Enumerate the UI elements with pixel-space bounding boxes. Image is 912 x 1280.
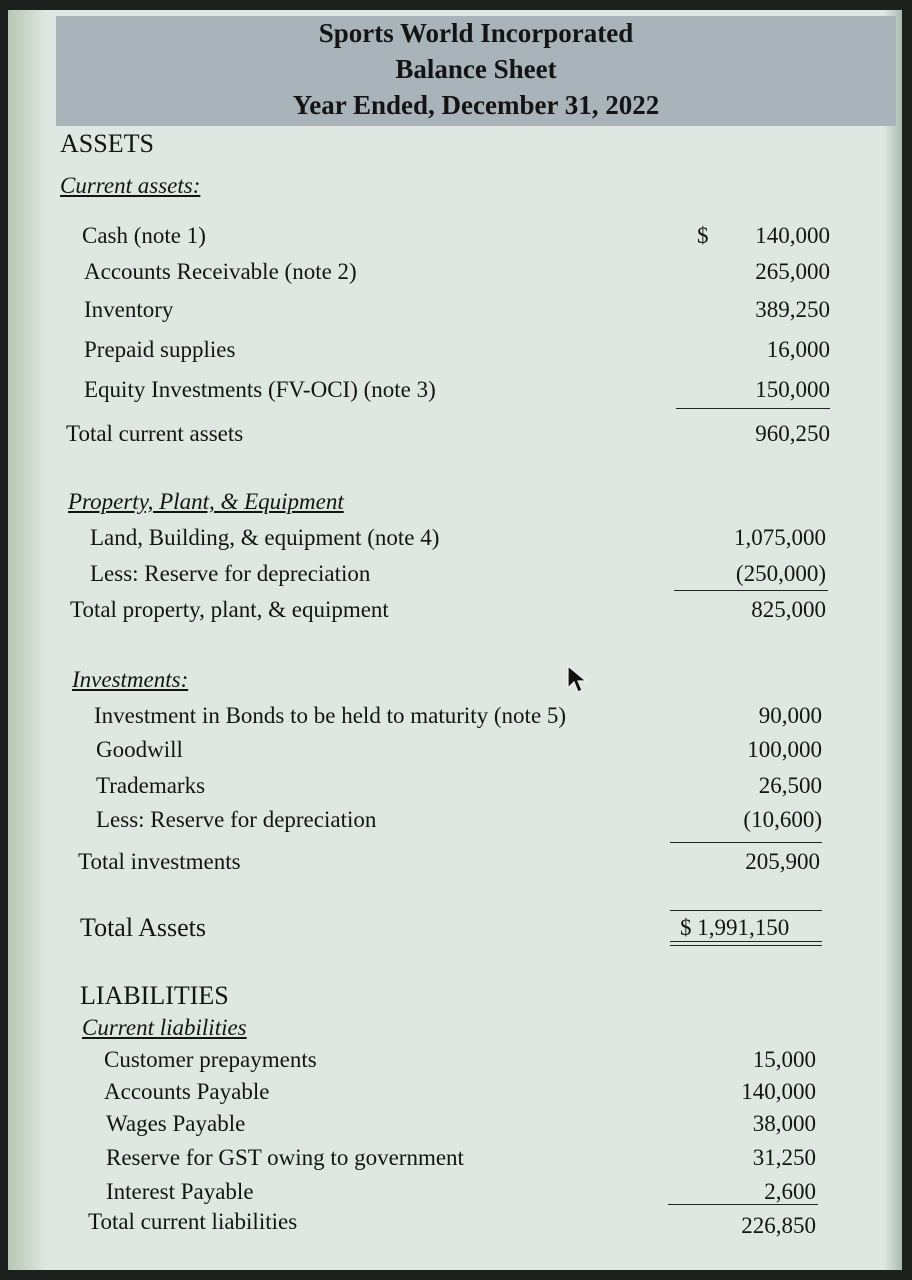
line-item-amount: 90,000 — [758, 703, 822, 728]
current-assets-heading: Current assets: — [60, 173, 201, 198]
total-assets-amount: $ 1,991,150 — [680, 915, 790, 940]
total-current-assets-amount: 960,250 — [755, 421, 830, 446]
page-shadow-right — [884, 10, 902, 1270]
current-liabilities-heading: Current liabilities — [82, 1015, 247, 1040]
assets-heading: ASSETS — [60, 129, 154, 158]
line-item-label: Investment in Bonds to be held to maturity (note 5) — [94, 703, 567, 728]
currency-symbol: $ — [697, 223, 709, 248]
total-ppe-label: Total property, plant, & equipment — [70, 597, 389, 622]
subtotal-rule — [670, 842, 822, 843]
total-assets-label: Total Assets — [80, 913, 207, 942]
total-double-rule — [670, 941, 822, 946]
subtotal-rule — [674, 590, 828, 591]
total-top-rule — [670, 910, 822, 911]
line-item-amount: 389,250 — [755, 297, 830, 322]
total-investments-label: Total investments — [78, 849, 241, 874]
line-item-amount: 1,075,000 — [734, 525, 826, 550]
total-current-assets-label: Total current assets — [66, 421, 244, 446]
line-item-amount: 31,250 — [752, 1145, 816, 1170]
line-item-label: Reserve for GST owing to government — [106, 1145, 464, 1170]
line-item-label: Cash (note 1) — [82, 223, 206, 248]
line-item-amount: 26,500 — [758, 773, 822, 798]
subtotal-rule — [676, 408, 830, 409]
line-item-amount: 265,000 — [755, 259, 830, 284]
line-item-amount: (10,600) — [743, 807, 822, 832]
line-item-amount: 38,000 — [752, 1111, 816, 1136]
liabilities-heading: LIABILITIES — [80, 981, 229, 1010]
line-item-label: Prepaid supplies — [84, 337, 236, 362]
line-item-label: Accounts Payable — [104, 1079, 270, 1104]
line-item-label: Less: Reserve for depreciation — [96, 807, 377, 832]
total-investments-amount: 205,900 — [745, 849, 820, 874]
total-ppe-amount: 825,000 — [751, 597, 826, 622]
line-item-amount: 140,000 — [755, 223, 830, 248]
ppe-heading: Property, Plant, & Equipment — [68, 489, 344, 514]
line-item-label: Goodwill — [96, 737, 183, 762]
line-item-label: Less: Reserve for depreciation — [90, 561, 371, 586]
line-item-label: Customer prepayments — [104, 1047, 317, 1072]
line-item-amount: 150,000 — [755, 377, 830, 402]
line-item-amount: 140,000 — [741, 1079, 816, 1104]
line-item-label: Inventory — [84, 297, 174, 322]
line-item-label: Equity Investments (FV-OCI) (note 3) — [84, 377, 436, 402]
company-name: Sports World Incorporated — [318, 18, 634, 48]
page-shadow-left — [8, 10, 48, 1270]
investments-heading: Investments: — [72, 667, 189, 692]
line-item-label: Wages Payable — [106, 1111, 246, 1136]
line-item-amount: 16,000 — [766, 337, 830, 362]
line-item-label: Accounts Receivable (note 2) — [84, 259, 357, 284]
total-current-liabilities-amount: 226,850 — [741, 1213, 816, 1238]
line-item-label: Trademarks — [96, 773, 206, 798]
line-item-label: Interest Payable — [106, 1179, 254, 1204]
total-current-liabilities-label: Total current liabilities — [88, 1209, 298, 1234]
statement-period: Year Ended, December 31, 2022 — [292, 90, 660, 120]
line-item-amount: 100,000 — [747, 737, 822, 762]
line-item-amount: 15,000 — [752, 1047, 816, 1072]
statement-title: Balance Sheet — [395, 54, 557, 84]
line-item-amount: (250,000) — [735, 561, 826, 586]
mouse-pointer-icon — [566, 664, 590, 696]
subtotal-rule — [668, 1204, 818, 1205]
line-item-amount: 2,600 — [764, 1179, 816, 1204]
line-item-label: Land, Building, & equipment (note 4) — [90, 525, 440, 550]
